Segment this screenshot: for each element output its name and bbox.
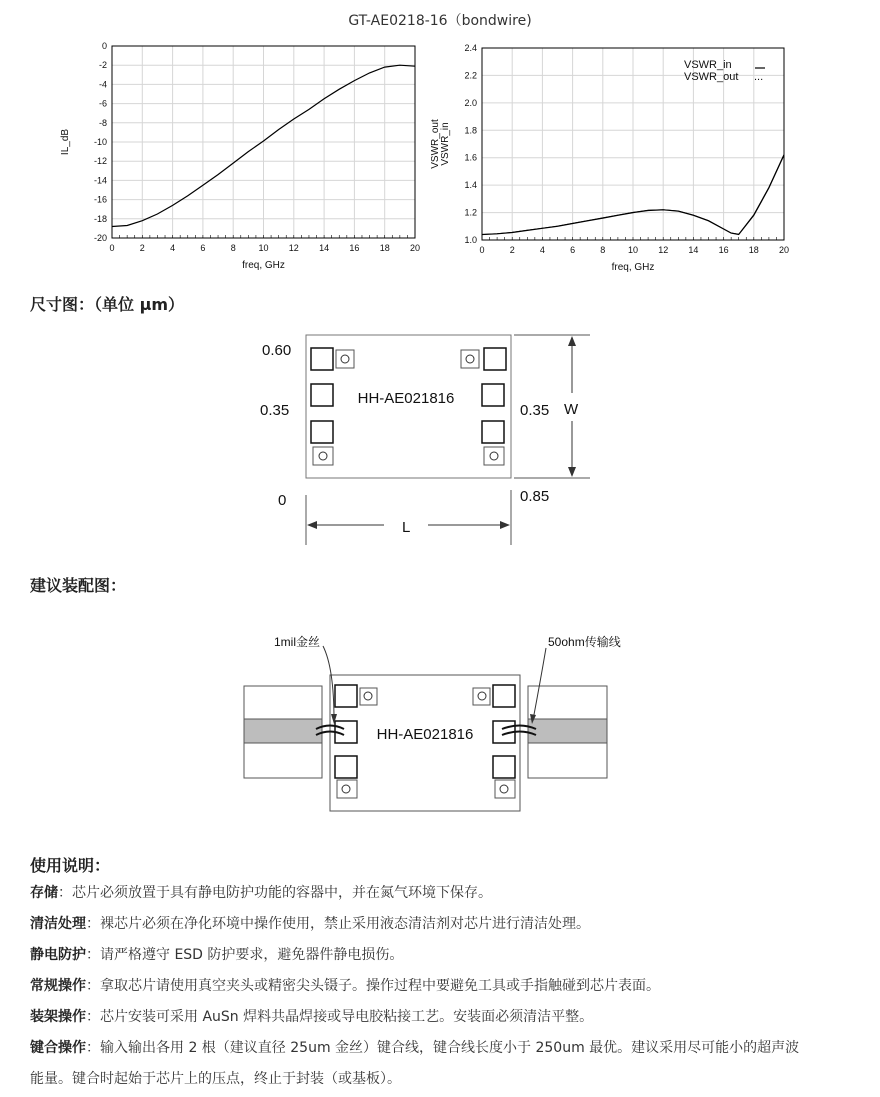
dim-label: 0 bbox=[278, 492, 287, 509]
x-tick-label: 18 bbox=[379, 243, 390, 253]
x-tick-label: 2 bbox=[509, 245, 515, 255]
x-tick-label: 20 bbox=[778, 245, 790, 255]
transmission-line-left bbox=[244, 719, 322, 743]
pad-small bbox=[484, 447, 504, 465]
vswr-chart bbox=[420, 38, 810, 288]
usage-item: 存储：芯片必须放置于具有静电防护功能的容器中，并在氮气环境下保存。 bbox=[30, 885, 492, 901]
y-tick-label: -16 bbox=[93, 194, 107, 205]
y-tick-label: 2.2 bbox=[464, 70, 477, 81]
y-tick-label: -6 bbox=[98, 98, 107, 109]
y-tick-label: -12 bbox=[93, 156, 107, 167]
usage-item: 装架操作：芯片安装可采用 AuSn 焊料共晶焊接或导电胶粘接工艺。安装面必须清洁平整。 bbox=[30, 1009, 594, 1025]
y-tick-label: -10 bbox=[93, 137, 107, 147]
usage-item: 能量。键合时起始于芯片上的压点，终止于封装（或基板）。 bbox=[30, 1071, 401, 1087]
x-tick-label: 18 bbox=[748, 245, 759, 255]
y-tick-label: -14 bbox=[93, 175, 107, 186]
y-tick-label: 2.0 bbox=[464, 97, 477, 108]
y-tick-label: -18 bbox=[93, 213, 107, 224]
x-axis-label: freq, GHz bbox=[611, 262, 655, 273]
x-tick-label: 0 bbox=[479, 245, 485, 255]
dimension-drawing bbox=[250, 325, 610, 555]
page-title: GT-AE0218-16（bondwire) bbox=[348, 13, 532, 29]
y-tick-label: 1.8 bbox=[464, 125, 477, 136]
x-tick-label: 12 bbox=[288, 243, 299, 253]
x-tick-label: 16 bbox=[718, 245, 729, 255]
line-label: 50ohm传输线 bbox=[548, 635, 621, 649]
y-tick-label: 0 bbox=[101, 41, 107, 51]
x-tick-label: 10 bbox=[258, 243, 269, 253]
x-tick-label: 8 bbox=[600, 245, 606, 255]
y-tick-label: 1.4 bbox=[464, 180, 477, 191]
dim-label-l: L bbox=[402, 519, 411, 536]
usage-heading: 使用说明： bbox=[30, 856, 111, 875]
usage-item: 静电防护：请严格遵守 ESD 防护要求，避免器件静电损伤。 bbox=[30, 947, 404, 963]
y-tick-label: -2 bbox=[98, 60, 107, 71]
pad bbox=[484, 348, 506, 370]
x-tick-label: 16 bbox=[349, 243, 360, 253]
pad-small bbox=[313, 447, 333, 465]
x-tick-label: 0 bbox=[109, 243, 115, 253]
x-tick-label: 12 bbox=[658, 245, 669, 255]
pad bbox=[482, 421, 504, 443]
pad-small bbox=[336, 350, 354, 368]
legend-label: VSWR_out bbox=[684, 71, 739, 83]
x-tick-label: 14 bbox=[319, 243, 330, 253]
pad bbox=[311, 348, 333, 370]
legend-label: VSWR_in bbox=[684, 59, 732, 71]
x-tick-label: 4 bbox=[539, 245, 545, 255]
pad bbox=[311, 421, 333, 443]
usage-list bbox=[30, 879, 850, 1093]
y-axis-label: IL_dB bbox=[60, 128, 71, 156]
x-tick-label: 6 bbox=[570, 245, 576, 255]
dim-label: 0.85 bbox=[520, 488, 550, 505]
dim-label-w: W bbox=[564, 401, 579, 418]
y-tick-label: 2.4 bbox=[464, 43, 477, 53]
y-tick-label: -8 bbox=[98, 117, 107, 128]
dim-label: 0.60 bbox=[262, 342, 292, 359]
assembly-heading: 建议装配图： bbox=[30, 576, 127, 595]
usage-item: 常规操作：拿取芯片请使用真空夹头或精密尖头镊子。操作过程中要避免工具或手指触碰到芯片表面。 bbox=[30, 978, 660, 994]
usage-item: 清洁处理：裸芯片必须在净化环境中操作使用，禁止采用液态清洁剂对芯片进行清洁处理。 bbox=[30, 916, 590, 932]
y-tick-label: -20 bbox=[93, 233, 107, 243]
x-axis-label: freq, GHz bbox=[242, 260, 285, 271]
x-tick-label: 20 bbox=[409, 243, 421, 253]
x-tick-label: 10 bbox=[627, 245, 639, 255]
chip-name: HH-AE021816 bbox=[376, 726, 474, 743]
y-axis-label: VSWR_in bbox=[440, 122, 451, 166]
dim-label: 0.35 bbox=[520, 402, 550, 419]
assembly-drawing bbox=[230, 628, 630, 828]
x-tick-label: 6 bbox=[200, 243, 206, 253]
y-tick-label: 1.0 bbox=[464, 235, 477, 245]
il-chart bbox=[50, 38, 440, 288]
dimension-heading: 尺寸图：（单位 μm） bbox=[30, 295, 185, 314]
x-tick-label: 2 bbox=[139, 243, 145, 253]
dim-label: 0.35 bbox=[260, 402, 290, 419]
x-tick-label: 8 bbox=[230, 243, 236, 253]
legend-swatch: ... bbox=[754, 71, 764, 83]
chip-name: HH-AE021816 bbox=[357, 390, 455, 407]
y-tick-label: 1.6 bbox=[464, 152, 477, 163]
x-tick-label: 14 bbox=[688, 245, 699, 255]
chip-outline bbox=[330, 675, 520, 811]
usage-item: 键合操作：输入输出各用 2 根（建议直径 25um 金丝）键合线，键合线长度小于 250um 最优。建议采用尽可能小的超声波 bbox=[30, 1040, 800, 1056]
x-tick-label: 4 bbox=[170, 243, 176, 253]
wire-label: 1mil金丝 bbox=[274, 635, 321, 649]
transmission-line-right bbox=[528, 719, 607, 743]
pad-small bbox=[461, 350, 479, 368]
y-tick-label: 1.2 bbox=[464, 207, 477, 218]
pad bbox=[311, 384, 333, 406]
y-axis-label: VSWR_out bbox=[430, 119, 441, 169]
pad bbox=[482, 384, 504, 406]
y-tick-label: -4 bbox=[98, 79, 107, 90]
